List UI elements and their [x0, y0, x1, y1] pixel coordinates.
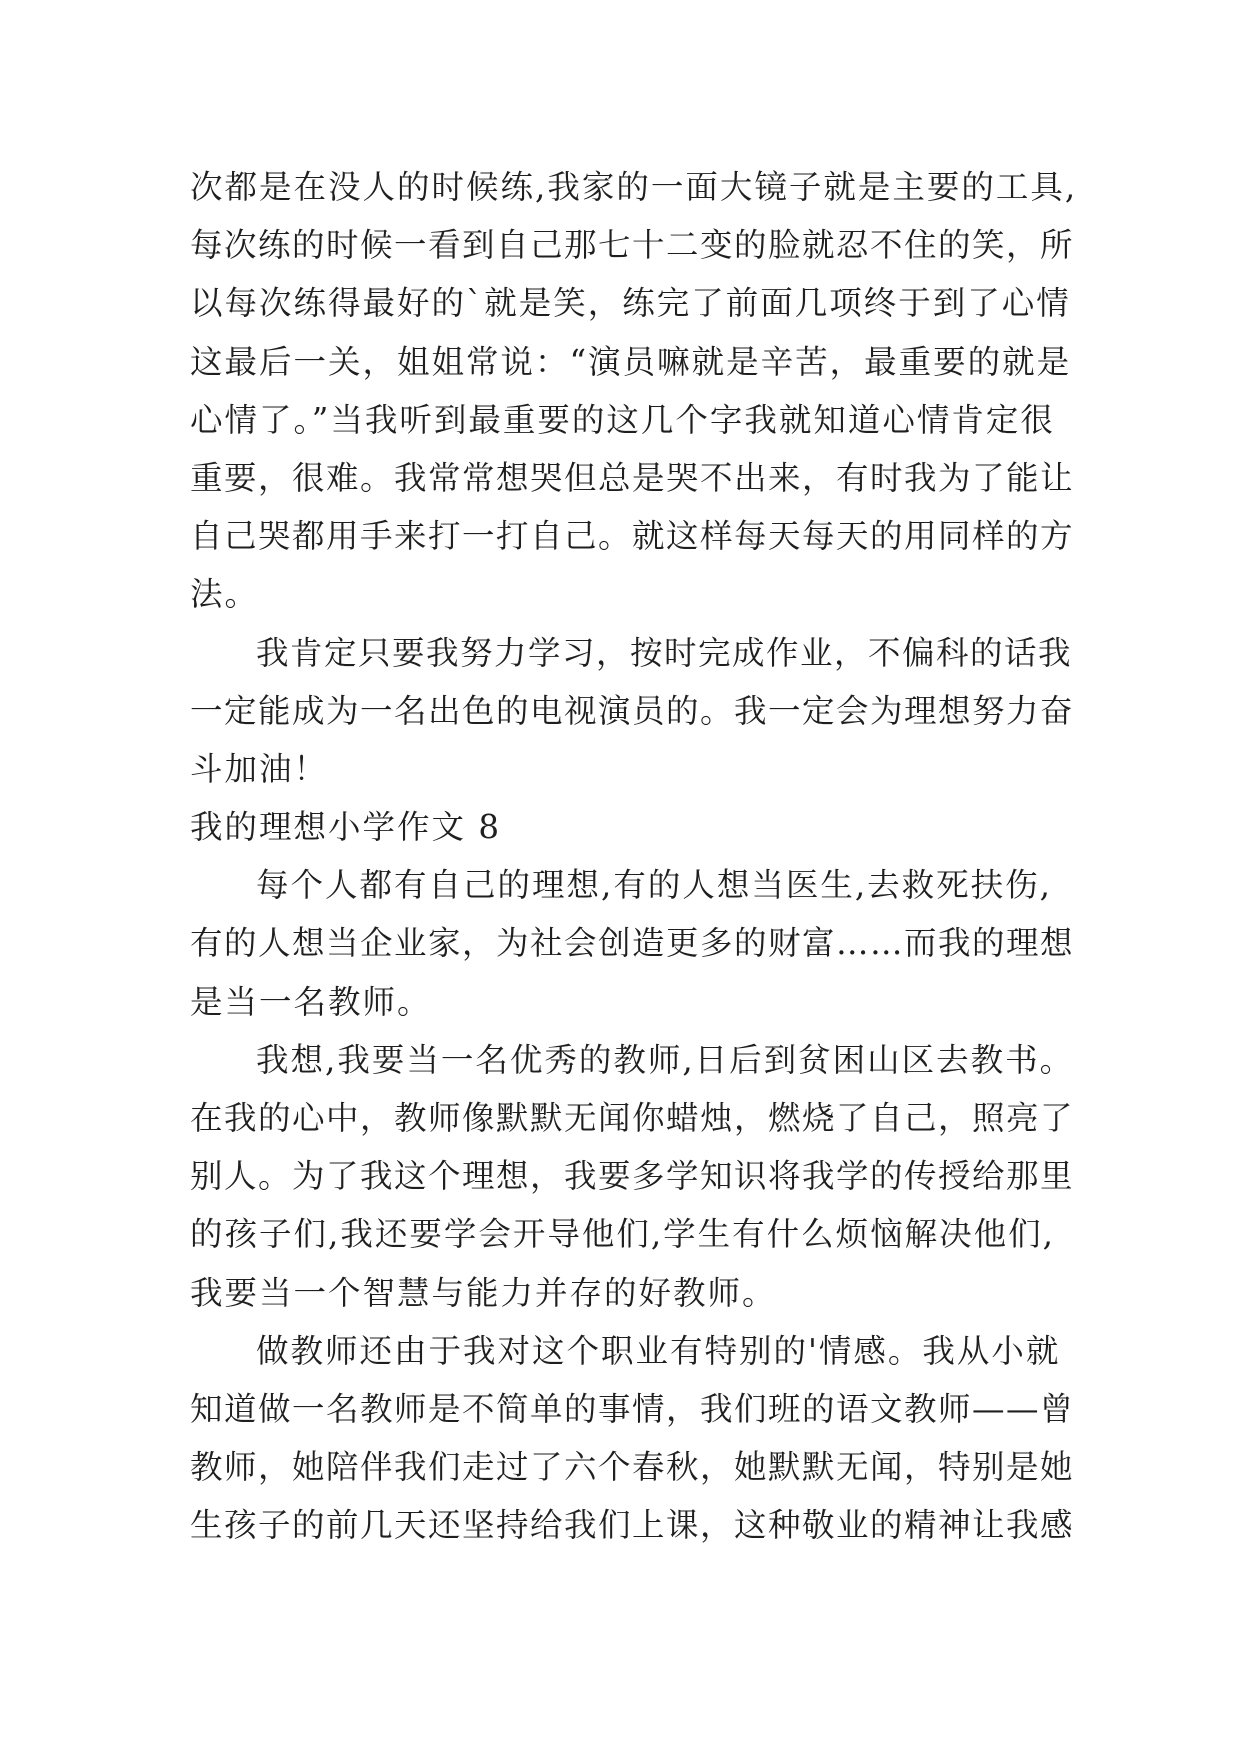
text-line: 这最后一关，姐姐常说：“演员嘛就是辛苦，最重要的就是	[190, 342, 1072, 381]
section-heading	[190, 798, 1080, 856]
text-line: 有的人想当企业家，为社会创造更多的财富……而我的理想	[190, 924, 1075, 963]
paragraph	[190, 1322, 1080, 1555]
text-line: 重要，很难。我常常想哭但总是哭不出来，有时我为了能让	[190, 458, 1075, 497]
text-line: 一定能成为一名出色的电视演员的。我一定会为理想努力奋	[190, 691, 1075, 730]
text-line: 我肯定只要我努力学习，按时完成作业，不偏科的话我	[256, 633, 1073, 672]
document-body	[190, 158, 1080, 1555]
text-line: 我想,我要当一名优秀的教师,日后到贫困山区去教书。	[256, 1040, 1075, 1079]
text-line: 我要当一个智慧与能力并存的好教师。	[190, 1273, 777, 1312]
text-line: 教师，她陪伴我们走过了六个春秋，她默默无闻，特别是她	[190, 1448, 1075, 1487]
text-line: 心情了。”当我听到最重要的这几个字我就知道心情肯定很	[190, 400, 1055, 439]
text-line: 知道做一名教师是不简单的事情，我们班的语文教师——曾	[190, 1389, 1075, 1428]
text-line: 的孩子们,我还要学会开导他们,学生有什么烦恼解决他们,	[190, 1215, 1055, 1254]
text-line: 别人。为了我这个理想，我要多学知识将我学的传授给那里	[190, 1157, 1075, 1196]
text-line: 做教师还由于我对这个职业有特别的'情感。我从小就	[256, 1331, 1061, 1370]
text-line: 自己哭都用手来打一打自己。就这样每天每天的用同样的方	[190, 517, 1075, 556]
paragraph	[190, 158, 1080, 624]
paragraph	[190, 1031, 1080, 1322]
text-line: 法。	[190, 575, 260, 614]
text-line: 斗加油！	[190, 749, 329, 788]
text-line: 每个人都有自己的理想,有的人想当医生,去救死扶伤,	[256, 866, 1052, 905]
text-line: 在我的心中，教师像默默无闻你蜡烛，燃烧了自己，照亮了	[190, 1099, 1075, 1137]
heading-text: 我的理想小学作文 8	[190, 808, 502, 847]
text-line: 以每次练得最好的`就是笑，练完了前面几项终于到了心情	[190, 284, 1071, 323]
paragraph	[190, 856, 1080, 1031]
text-line: 是当一名教师。	[190, 982, 432, 1021]
paragraph	[190, 624, 1080, 799]
text-line: 每次练的时候一看到自己那七十二变的脸就忍不住的笑，所	[190, 226, 1075, 265]
text-line: 生孩子的前几天还坚持给我们上课，这种敬业的精神让我感	[190, 1506, 1075, 1545]
text-line: 次都是在没人的时候练,我家的一面大镜子就是主要的工具,	[190, 168, 1078, 206]
